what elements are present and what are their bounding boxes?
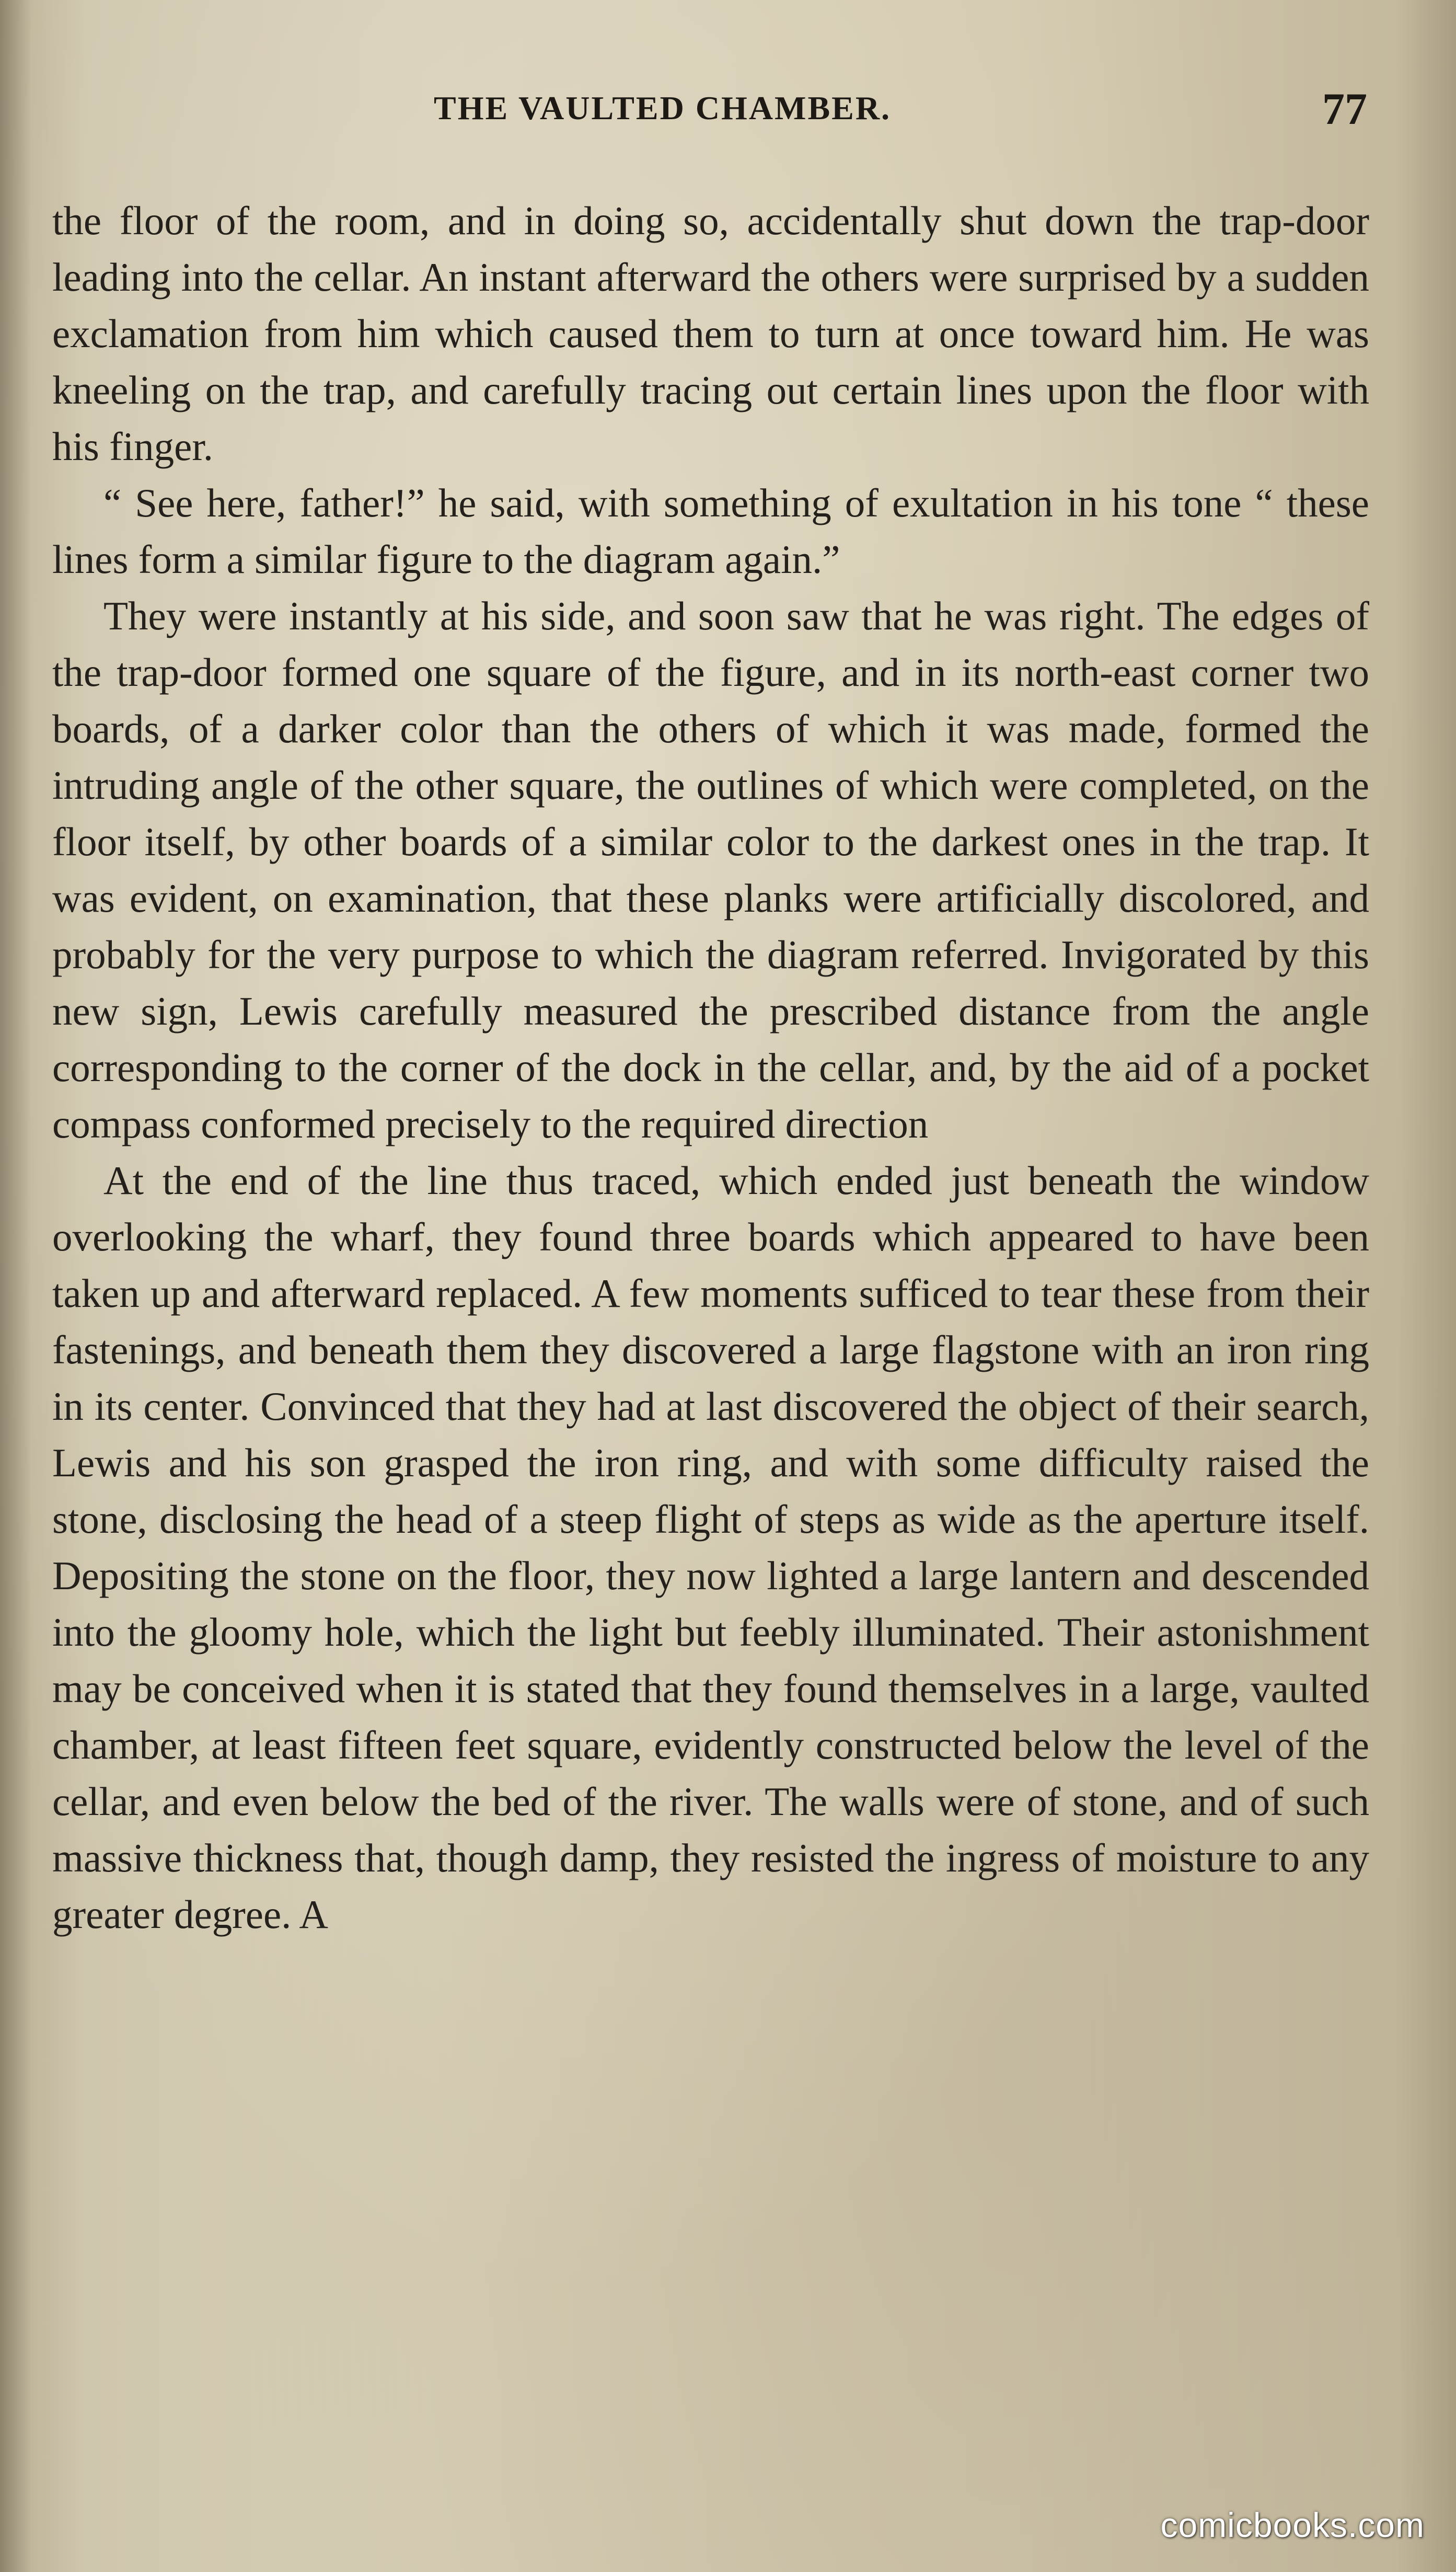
- page-gutter-shadow: [0, 0, 31, 2572]
- page-header: [0, 84, 1456, 146]
- paragraph-trap-door: They were instantly at his side, and soon saw that he was right. The edges of the trap-door formed one square of the figure, and in its north-east corner two boards, of a darker color than the others of which it was made, formed the intruding angle of the other square, the outlines of which were completed, on the floor itself, by other boards of a similar color to the darkest ones in the trap. It was evident, on examination, that these planks were artificially discolored, and probably for the very purpose to which the diagram referred. Invigorated by this new sign, Lewis carefully measured the prescribed distance from the angle corresponding to the corner of the dock in the cellar, and, by the aid of a pocket compass conformed precisely to the required direction: [52, 593, 1369, 1146]
- body-text: [52, 192, 1369, 1943]
- watermark-logo: comicbooks.com: [1160, 2506, 1425, 2544]
- paragraph-dialogue: “ See here, father!” he said, with something of exultation in his tone “ these lines form a similar figure to the diagram again.”: [52, 480, 1369, 582]
- running-title: THE VAULTED CHAMBER.: [434, 89, 892, 127]
- paragraph-vaulted-chamber: At the end of the line thus traced, which ended just beneath the window overlooking the wharf, they found three boards which appeared to have been taken up and afterward replaced. A few moments sufficed to tear these from their fastenings, and beneath them they discovered a large flagstone with an iron ring in its center. Convinced that they had at last discovered the object of their search, Lewis and his son grasped the iron ring, and with some difficulty raised the stone, disclosing the head of a steep flight of steps as wide as the aperture itself. Depositing the stone on the floor, they now lighted a large lantern and descended into the gloomy hole, which the light but feebly illuminated. Their astonishment may be conceived when it is stated that they found themselves in a large, vaulted chamber, at least fifteen feet square, evidently constructed below the level of the cellar, and even below the bed of the river. The walls were of stone, and of such massive thickness that, though damp, they resisted the ingress of moisture to any greater degree. A: [52, 1158, 1369, 1937]
- paragraph-continued: the floor of the room, and in doing so, accidentally shut down the trap-door leading into the cellar. An instant afterward the others were surprised by a sudden exclamation from him which caused them to turn at once toward him. He was kneeling on the trap, and carefully tracing out certain lines upon the floor with his finger.: [52, 198, 1369, 469]
- page-number: 77: [1322, 84, 1367, 134]
